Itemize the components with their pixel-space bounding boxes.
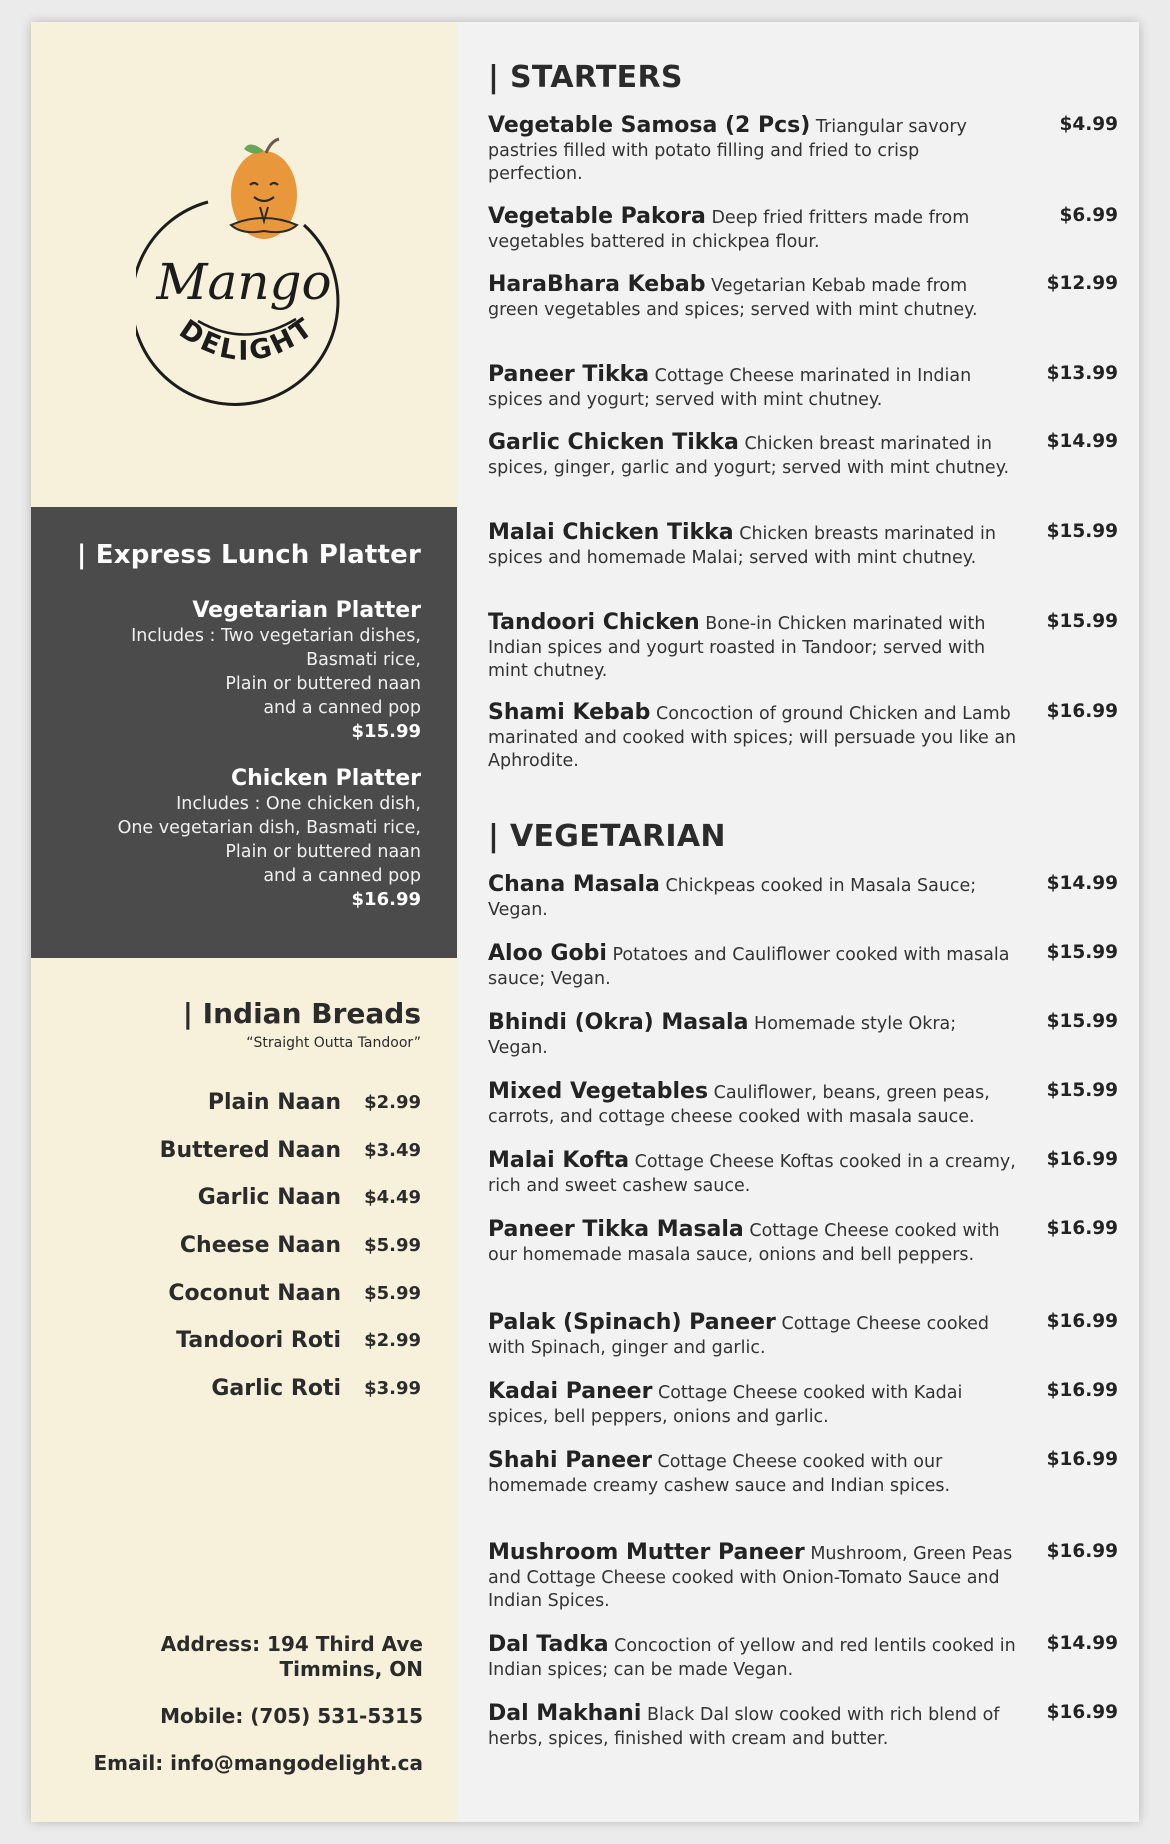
bread-price: $5.99: [364, 1235, 421, 1257]
vegetarian-title: | VEGETARIAN: [488, 819, 726, 854]
item-name: Aloo Gobi: [488, 941, 607, 966]
item-name: Vegetable Pakora: [488, 204, 706, 229]
bread-item: [41, 1365, 421, 1413]
item-price: $16.99: [1046, 701, 1118, 722]
item-name: Shami Kebab: [488, 700, 651, 725]
item-price: $15.99: [1046, 1011, 1118, 1032]
item-price: $15.99: [1046, 611, 1118, 632]
bread-item: [41, 1079, 421, 1127]
starters-title: | STARTERS: [488, 60, 683, 95]
menu-item: [488, 363, 1118, 412]
bread-name: Coconut Naan: [168, 1280, 341, 1306]
item-desc: Triangular savory pastries filled with potato filling and fried to crisp perfection.: [488, 117, 967, 184]
item-desc: Deep fried fritters made from vegetables battered in chickpea flour.: [488, 208, 970, 252]
item-name: Shahi Paneer: [488, 1448, 652, 1473]
item-price: $16.99: [1046, 1218, 1118, 1239]
bread-name: Plain Naan: [207, 1090, 341, 1116]
item-price: $15.99: [1046, 1080, 1118, 1101]
bread-price: $2.99: [364, 1092, 421, 1114]
platter-chicken: [41, 766, 421, 912]
email-address: Email: info@mangodelight.ca: [93, 1751, 423, 1775]
menu-item: [488, 701, 1118, 774]
express-title: | Express Lunch Platter: [76, 540, 421, 570]
menu-item: [488, 431, 1118, 480]
menu-item: [488, 205, 1118, 254]
item-name: Bhindi (Okra) Masala: [488, 1010, 749, 1035]
platter-price: $16.99: [351, 889, 421, 910]
platter-name: Vegetarian Platter: [192, 598, 421, 623]
bread-item: [41, 1222, 421, 1270]
item-name: Paneer Tikka Masala: [488, 1217, 744, 1242]
menu-item: [488, 1011, 1118, 1060]
item-name: Malai Chicken Tikka: [488, 520, 734, 545]
breads-subtitle: “Straight Outta Tandoor”: [246, 1035, 421, 1051]
address-line: Address: 194 Third Ave: [160, 1632, 423, 1656]
bread-price: $3.99: [364, 1377, 421, 1399]
menu-item: [488, 1149, 1118, 1198]
menu-item: [488, 1080, 1118, 1129]
item-name: Mushroom Mutter Paneer: [488, 1540, 805, 1565]
item-desc: Cottage Cheese Koftas cooked in a creamy, rich and sweet cashew sauce.: [488, 1152, 1016, 1196]
bread-item: [41, 1269, 421, 1317]
item-price: $16.99: [1046, 1149, 1118, 1170]
item-price: $14.99: [1046, 1633, 1118, 1654]
menu-item: [488, 273, 1118, 322]
platter-desc-line: and a canned pop: [263, 698, 421, 718]
item-desc: Chicken breasts marinated in spices and homemade Malai; served with mint chutney.: [488, 524, 996, 568]
menu-item: [488, 611, 1118, 684]
bread-item: [41, 1174, 421, 1222]
bread-name: Garlic Naan: [197, 1185, 341, 1211]
bread-name: Garlic Roti: [211, 1375, 341, 1401]
right-column: [457, 22, 1139, 1822]
item-price: $16.99: [1046, 1449, 1118, 1470]
item-desc: Potatoes and Cauliflower cooked with masala sauce; Vegan.: [488, 945, 1010, 989]
bread-price: $3.49: [364, 1139, 421, 1161]
platter-desc-line: Basmati rice,: [306, 650, 421, 670]
item-name: Garlic Chicken Tikka: [488, 430, 739, 455]
bread-name: Tandoori Roti: [176, 1328, 341, 1354]
platter-price: $15.99: [351, 721, 421, 742]
bread-price: $4.49: [364, 1187, 421, 1209]
item-name: Vegetable Samosa (2 Pcs): [488, 113, 811, 138]
item-price: $15.99: [1046, 942, 1118, 963]
bread-name: Buttered Naan: [159, 1137, 341, 1163]
menu-item: [488, 1541, 1118, 1614]
item-name: Mixed Vegetables: [488, 1079, 709, 1104]
item-name: Dal Makhani: [488, 1701, 642, 1726]
menu-item: [488, 1633, 1118, 1682]
contact-info: [43, 1632, 423, 1776]
menu-item: [488, 1380, 1118, 1429]
platter-desc-line: Includes : One chicken dish,: [176, 794, 421, 814]
mobile-number: Mobile: (705) 531-5315: [160, 1704, 423, 1728]
mango-logo-icon: [136, 127, 356, 417]
indian-breads-section: [41, 997, 421, 1412]
item-price: $16.99: [1046, 1380, 1118, 1401]
logo-wordmark: DELIGHT: [173, 311, 321, 368]
item-desc: Cottage Cheese cooked with Kadai spices, bell peppers, onions and garlic.: [488, 1383, 963, 1427]
bread-name: Cheese Naan: [179, 1233, 341, 1259]
item-price: $16.99: [1046, 1311, 1118, 1332]
menu-item: [488, 1449, 1118, 1498]
bread-item: [41, 1127, 421, 1175]
platter-desc-line: and a canned pop: [263, 866, 421, 886]
bread-price: $5.99: [364, 1282, 421, 1304]
item-price: $16.99: [1046, 1702, 1118, 1723]
item-desc: Black Dal slow cooked with rich blend of herbs, spices, finished with cream and butter.: [488, 1705, 1000, 1749]
item-name: HaraBhara Kebab: [488, 272, 706, 297]
item-desc: Chickpeas cooked in Masala Sauce; Vegan.: [488, 876, 977, 920]
platter-desc-line: Includes : Two vegetarian dishes,: [131, 626, 421, 646]
item-price: $4.99: [1059, 114, 1118, 135]
menu-sheet: [31, 22, 1139, 1822]
item-name: Chana Masala: [488, 872, 660, 897]
item-name: Dal Tadka: [488, 1632, 609, 1657]
item-price: $15.99: [1046, 521, 1118, 542]
item-name: Palak (Spinach) Paneer: [488, 1310, 776, 1335]
item-desc: Mushroom, Green Peas and Cottage Cheese cooked with Onion-Tomato Sauce and Indian Spices.: [488, 1544, 1013, 1611]
bread-list: [41, 1079, 421, 1412]
bread-item: [41, 1317, 421, 1365]
item-desc: Bone-in Chicken marinated with Indian spices and yogurt roasted in Tandoor; served with mint chutney.: [488, 614, 986, 681]
item-price: $14.99: [1046, 873, 1118, 894]
left-column: [31, 22, 457, 1822]
platter-desc-line: Plain or buttered naan: [225, 674, 421, 694]
menu-item: [488, 521, 1118, 570]
item-name: Paneer Tikka: [488, 362, 650, 387]
breads-title: | Indian Breads: [182, 997, 421, 1030]
platter-name: Chicken Platter: [231, 766, 421, 791]
address-city: Timmins, ON: [279, 1657, 423, 1681]
item-price: $12.99: [1046, 273, 1118, 294]
express-lunch-panel: [31, 507, 457, 958]
item-desc: Cottage Cheese cooked with our homemade creamy cashew sauce and Indian spices.: [488, 1452, 951, 1496]
menu-item: [488, 114, 1118, 187]
platter-desc-line: One vegetarian dish, Basmati rice,: [117, 818, 421, 838]
item-desc: Cottage Cheese marinated in Indian spices and yogurt; served with mint chutney.: [488, 366, 972, 410]
menu-item: [488, 873, 1118, 922]
item-price: $14.99: [1046, 431, 1118, 452]
svg-text:DELIGHT: [174, 311, 321, 367]
menu-item: [488, 1218, 1118, 1267]
item-name: Malai Kofta: [488, 1148, 630, 1173]
item-name: Kadai Paneer: [488, 1379, 653, 1404]
item-name: Tandoori Chicken: [488, 610, 700, 635]
item-desc: Cottage Cheese cooked with our homemade masala sauce, onions and bell peppers.: [488, 1221, 1000, 1265]
item-desc: Chicken breast marinated in spices, ginger, garlic and yogurt; served with mint chutney.: [488, 434, 1010, 478]
bread-price: $2.99: [364, 1330, 421, 1352]
item-desc: Concoction of yellow and red lentils cooked in Indian spices; can be made Vegan.: [488, 1636, 1016, 1680]
item-price: $6.99: [1059, 205, 1118, 226]
item-desc: Vegetarian Kebab made from green vegetables and spices; served with mint chutney.: [488, 276, 978, 320]
item-price: $16.99: [1046, 1541, 1118, 1562]
brand-logo: [136, 127, 356, 417]
svg-text:Mango: Mango: [156, 253, 332, 311]
platter-vegetarian: [41, 598, 421, 744]
item-desc: Concoction of ground Chicken and Lamb marinated and cooked with spices; will persuade you like an Aphrodite.: [488, 704, 1017, 771]
item-price: $13.99: [1046, 363, 1118, 384]
item-desc: Cottage Cheese cooked with Spinach, ginger and garlic.: [488, 1314, 990, 1358]
menu-item: [488, 1311, 1118, 1360]
menu-item: [488, 942, 1118, 991]
platter-desc-line: Plain or buttered naan: [225, 842, 421, 862]
item-desc: Homemade style Okra; Vegan.: [488, 1014, 957, 1058]
menu-item: [488, 1702, 1118, 1751]
item-desc: Cauliflower, beans, green peas, carrots, and cottage cheese cooked with masala sauce.: [488, 1083, 990, 1127]
